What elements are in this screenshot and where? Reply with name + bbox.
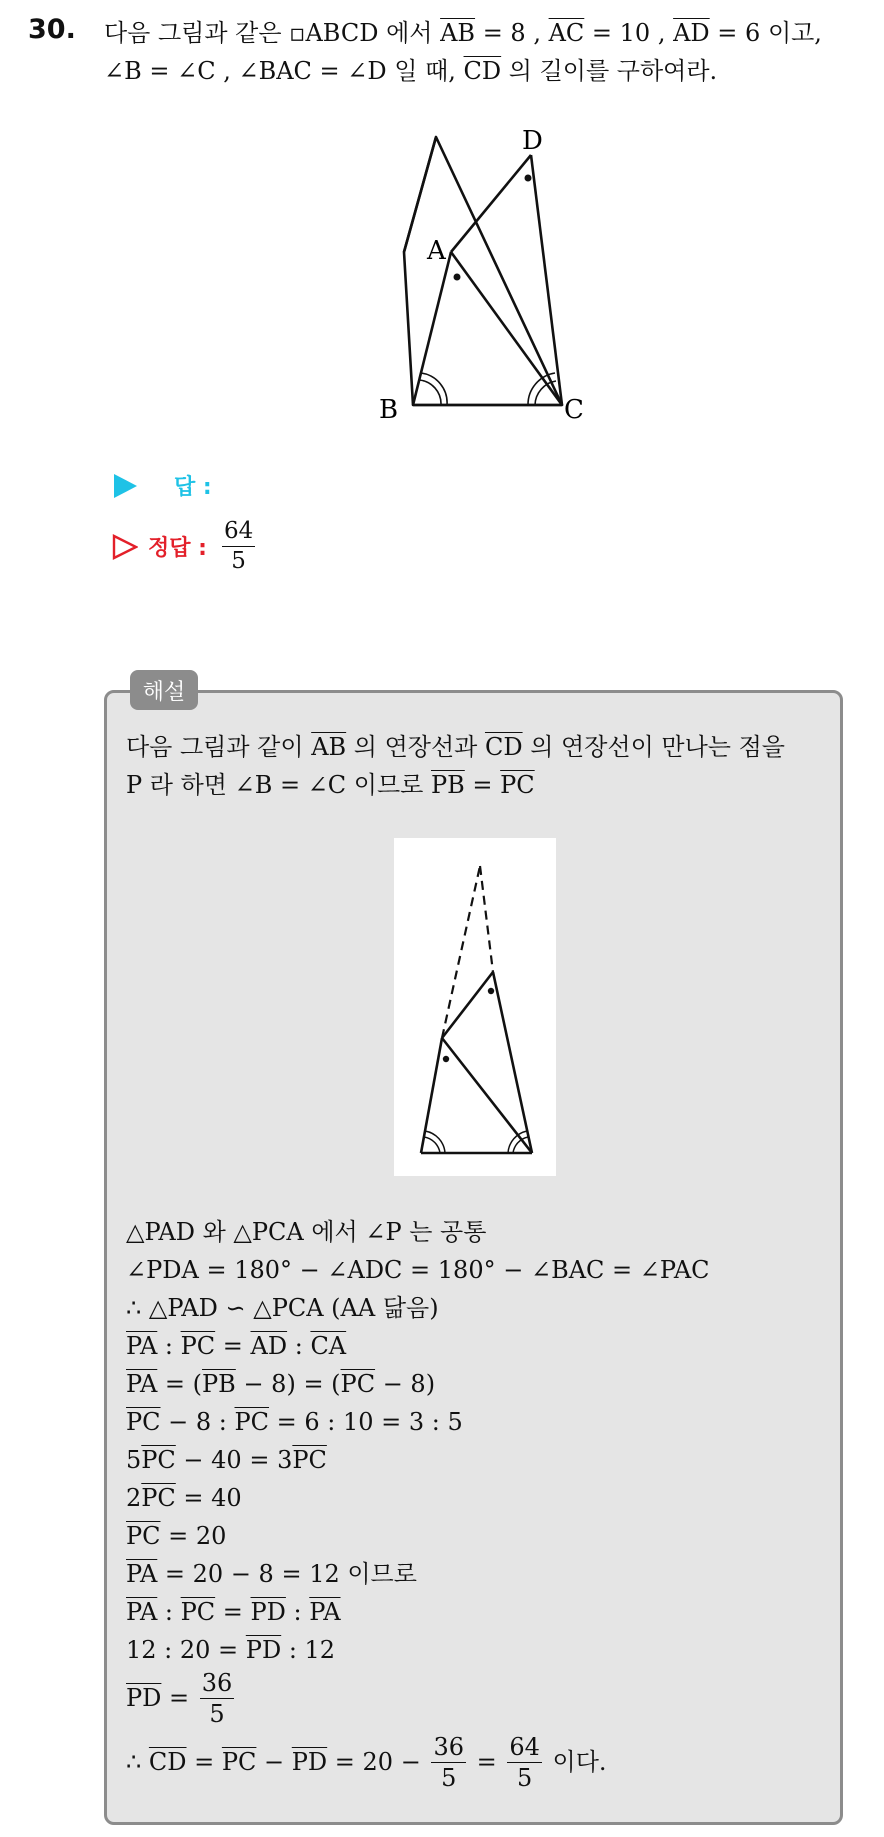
text-segment: = xyxy=(186,1748,222,1776)
text-segment: − xyxy=(256,1748,292,1776)
step-7 xyxy=(126,1441,836,1479)
segment-pb: $\overline{PB}$ xyxy=(430,771,465,799)
step-13 xyxy=(126,1669,836,1727)
text-segment: 의 연장선과 xyxy=(346,733,485,761)
extended-figure xyxy=(394,838,556,1176)
text-segment: − 8) = ( xyxy=(235,1370,341,1398)
step-3: ∴ △PAD ∽ △PCA (AA 닮음) xyxy=(126,1294,439,1322)
text-segment: : xyxy=(285,1598,310,1626)
text-segment: = 6 이고, xyxy=(709,19,822,47)
quad-outline xyxy=(404,137,562,405)
segment-cd: $\overline{CD}$ xyxy=(463,57,502,85)
text-segment: ∠B = ∠C , ∠BAC = ∠D 일 때, xyxy=(104,57,464,85)
segment-ad: $\overline{AD}$ xyxy=(250,1332,288,1360)
text-segment: = xyxy=(161,1684,197,1712)
label-d: D xyxy=(522,126,543,156)
angle-dot-a xyxy=(454,274,461,281)
diagonal-ac xyxy=(404,137,436,252)
question-line-1 xyxy=(104,14,864,52)
fraction-numerator: 36 xyxy=(433,1732,464,1761)
angle-dot-d xyxy=(488,988,494,994)
text-segment: = 20 xyxy=(160,1522,227,1550)
answer-correct-row xyxy=(112,520,258,573)
therefore-symbol: ∴ xyxy=(126,1748,149,1776)
text-segment: − 8 : xyxy=(160,1408,235,1436)
step-4 xyxy=(126,1327,836,1365)
text-segment: P 라 하면 ∠B = ∠C 이므로 xyxy=(126,771,431,799)
text-segment: 의 길이를 구하여라. xyxy=(501,57,718,85)
fraction-numerator: 64 xyxy=(222,520,255,547)
side-da xyxy=(451,155,531,252)
fraction-denominator: 5 xyxy=(231,548,246,574)
segment-pa: $\overline{PA}$ xyxy=(126,1370,158,1398)
solution-steps xyxy=(126,1213,836,1797)
step-12 xyxy=(126,1631,836,1669)
fraction-denominator: 5 xyxy=(209,1699,225,1728)
text-segment: = 8 , xyxy=(475,19,549,47)
fraction-numerator: 36 xyxy=(201,1668,233,1697)
solution-intro-line-2 xyxy=(126,766,836,804)
segment-pc: $\overline{PC}$ xyxy=(292,1446,327,1474)
side-ab xyxy=(413,252,451,405)
step-8 xyxy=(126,1479,836,1517)
text-segment: 다음 그림과 같이 xyxy=(126,733,312,761)
text-segment: 다음 그림과 같은 ▫ABCD 에서 xyxy=(104,19,441,47)
segment-pc: $\overline{PC}$ xyxy=(126,1408,161,1436)
text-segment: 5 xyxy=(126,1446,142,1474)
text-segment: = 20 − 8 = 12 이므로 xyxy=(157,1560,417,1588)
answer-blank-label: 답 : xyxy=(174,475,212,500)
angle-dot-a xyxy=(443,1056,449,1062)
segment-pd: $\overline{PD}$ xyxy=(126,1684,162,1712)
segment-pc: $\overline{PC}$ xyxy=(126,1522,161,1550)
segment-pa: $\overline{PA}$ xyxy=(126,1332,158,1360)
text-segment: = 40 xyxy=(175,1484,242,1512)
step-1: △PAD 와 △PCA 에서 ∠P 는 공통 xyxy=(126,1218,487,1246)
label-c: C xyxy=(564,395,584,425)
quadrilateral-figure xyxy=(365,115,605,435)
text-segment: 12 : 20 = xyxy=(126,1636,246,1664)
segment-ab: $\overline{AB}$ xyxy=(440,19,476,47)
segment-pd: $\overline{PD}$ xyxy=(245,1636,282,1664)
segment-pa: $\overline{PA}$ xyxy=(309,1598,341,1626)
fraction-denominator: 5 xyxy=(517,1763,533,1792)
segment-pd: $\overline{PD}$ xyxy=(250,1598,286,1626)
fraction xyxy=(507,1732,542,1792)
text-segment: = 10 , xyxy=(584,19,674,47)
solution-tag: 해설 xyxy=(130,670,198,710)
solution-intro xyxy=(126,728,836,804)
angle-mark-b-outer xyxy=(421,373,447,405)
question-number: 30. xyxy=(28,14,76,45)
fraction-numerator: 64 xyxy=(509,1732,540,1761)
outline-triangle-icon xyxy=(112,534,138,560)
fraction xyxy=(431,1732,466,1792)
angle-mark-b-inner xyxy=(419,380,441,405)
answer-value xyxy=(219,520,258,573)
segment-pc: $\overline{PC}$ xyxy=(180,1598,216,1626)
answer-fraction xyxy=(222,520,255,573)
segment-pa: $\overline{PA}$ xyxy=(126,1560,158,1588)
segment-pd: $\overline{PD}$ xyxy=(291,1748,328,1776)
text-segment: : xyxy=(287,1332,311,1360)
text-segment: = xyxy=(464,771,501,799)
text-segment: = xyxy=(215,1332,251,1360)
label-a: A xyxy=(427,236,446,266)
segment-cd: $\overline{CD}$ xyxy=(484,733,523,761)
step-2: ∠PDA = 180° − ∠ADC = 180° − ∠BAC = ∠PAC xyxy=(126,1256,710,1284)
segment-pc: $\overline{PC}$ xyxy=(141,1484,176,1512)
text-segment: 의 연장선이 만나는 점을 xyxy=(522,733,785,761)
text-segment: : xyxy=(157,1598,181,1626)
text-segment: − 40 = 3 xyxy=(175,1446,293,1474)
segment-ab: $\overline{AB}$ xyxy=(311,733,347,761)
segment-pc: $\overline{PC}$ xyxy=(180,1332,216,1360)
step-6 xyxy=(126,1403,836,1441)
question-line-2 xyxy=(104,52,864,90)
text-segment: = 20 − xyxy=(327,1748,429,1776)
text-segment: − 8) xyxy=(375,1370,436,1398)
step-14 xyxy=(126,1727,836,1797)
question-text xyxy=(104,14,864,90)
segment-pc: $\overline{PC}$ xyxy=(221,1748,257,1776)
text-segment: : 12 xyxy=(281,1636,336,1664)
step-10 xyxy=(126,1555,836,1593)
text-segment: = 6 : 10 = 3 : 5 xyxy=(269,1408,463,1436)
step-5 xyxy=(126,1365,836,1403)
segment-cd: $\overline{CD}$ xyxy=(148,1748,187,1776)
text-segment: = xyxy=(215,1598,251,1626)
step-9 xyxy=(126,1517,836,1555)
label-b: B xyxy=(379,395,399,425)
segment-pc: $\overline{PC}$ xyxy=(234,1408,270,1436)
segment-pc: $\overline{PC}$ xyxy=(500,771,535,799)
filled-triangle-icon xyxy=(112,473,138,499)
answer-blank-row xyxy=(112,470,212,501)
step-11 xyxy=(126,1593,836,1631)
segment-pb: $\overline{PB}$ xyxy=(202,1370,236,1398)
solution-intro-line-1 xyxy=(126,728,836,766)
segment-ca: $\overline{CA}$ xyxy=(310,1332,347,1360)
text-segment: 2 xyxy=(126,1484,142,1512)
segment-pc: $\overline{PC}$ xyxy=(340,1370,376,1398)
segment-ac: $\overline{AC}$ xyxy=(548,19,585,47)
fraction xyxy=(200,1668,235,1728)
text-segment: 이다. xyxy=(544,1748,607,1776)
angle-dot-d xyxy=(525,175,532,182)
text-segment: : xyxy=(157,1332,181,1360)
answer-correct-label: 정답 : xyxy=(148,536,207,561)
segment-ad: $\overline{AD}$ xyxy=(673,19,710,47)
text-segment: = xyxy=(469,1748,505,1776)
text-segment: = ( xyxy=(157,1370,203,1398)
fraction-denominator: 5 xyxy=(441,1763,457,1792)
segment-pa: $\overline{PA}$ xyxy=(126,1598,158,1626)
segment-pc: $\overline{PC}$ xyxy=(141,1446,176,1474)
